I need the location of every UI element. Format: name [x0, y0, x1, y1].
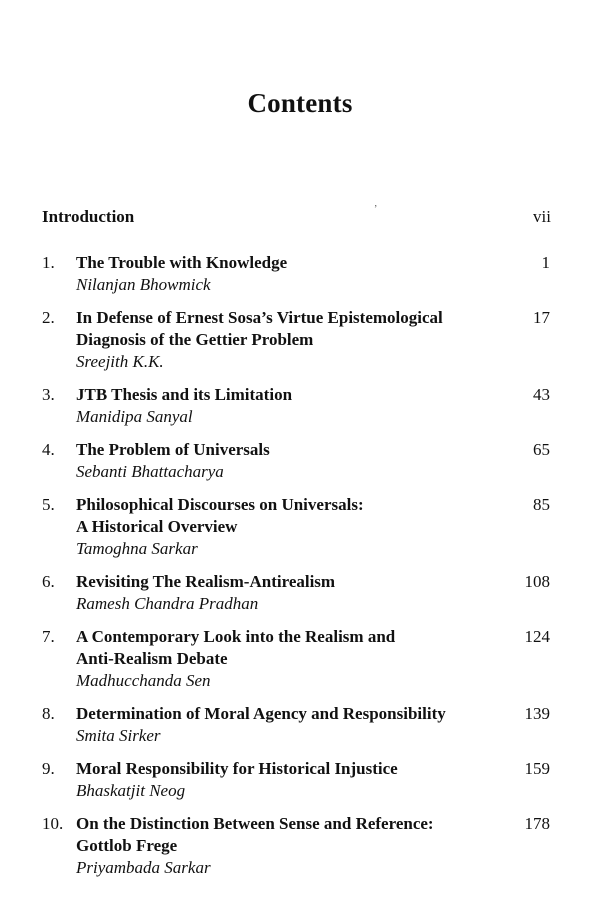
- entry-body: [76, 307, 490, 373]
- toc-entry: [42, 252, 554, 296]
- entry-number: 1.: [42, 253, 55, 272]
- entry-title: Revisiting The Realism-Antirealism: [76, 572, 336, 591]
- entry-number: 9.: [42, 759, 55, 778]
- entry-author: Madhucchanda Sen: [76, 671, 211, 690]
- entry-title: A Contemporary Look into the Realism and Anti-Realism Debate: [76, 627, 396, 668]
- entry-page-number: 124: [524, 627, 550, 646]
- entry-title: Determination of Moral Agency and Responsibility: [76, 704, 446, 723]
- entry-number: 5.: [42, 495, 55, 514]
- entry-page-number: 108: [524, 572, 550, 591]
- entry-body: [76, 703, 490, 747]
- entry-body: [76, 758, 490, 802]
- page-title: Contents: [247, 88, 353, 118]
- entry-title: Philosophical Discourses on Universals: A Historical Overview: [76, 495, 364, 536]
- entry-page-number: 43: [533, 385, 550, 404]
- entry-body: [76, 439, 490, 483]
- entry-page-number: 178: [524, 814, 550, 833]
- entry-page-number: 1: [541, 253, 550, 272]
- entry-title: Moral Responsibility for Historical Injustice: [76, 759, 398, 778]
- entry-author: Tamoghna Sarkar: [76, 539, 198, 558]
- entry-number: 7.: [42, 627, 55, 646]
- entry-author: Nilanjan Bhowmick: [76, 275, 211, 294]
- entry-body: [76, 494, 490, 560]
- introduction-label: Introduction: [42, 207, 135, 226]
- entry-title: JTB Thesis and its Limitation: [76, 385, 293, 404]
- entry-body: [76, 252, 490, 296]
- entry-title: The Trouble with Knowledge: [76, 253, 288, 272]
- entry-number: 2.: [42, 308, 55, 327]
- entry-page-number: 65: [533, 440, 550, 459]
- toc-entry: [42, 758, 554, 802]
- entry-number: 4.: [42, 440, 55, 459]
- entry-page-number: 139: [524, 704, 550, 723]
- toc-entry: [42, 626, 554, 692]
- entry-number: 10.: [42, 814, 64, 833]
- toc-entry: [42, 571, 554, 615]
- toc-entry: [42, 813, 554, 879]
- toc-list: [42, 252, 554, 890]
- entry-number: 6.: [42, 572, 55, 591]
- entry-body: [76, 571, 490, 615]
- toc-entry: [42, 384, 554, 428]
- introduction-page-number: vii: [533, 207, 551, 226]
- entry-body: [76, 626, 490, 692]
- entry-title: In Defense of Ernest Sosa’s Virtue Epistemological Diagnosis of the Gettier Problem: [76, 308, 443, 349]
- entry-author: Ramesh Chandra Pradhan: [76, 594, 259, 613]
- entry-title: On the Distinction Between Sense and Reference: Gottlob Frege: [76, 814, 434, 855]
- toc-introduction-row: [42, 204, 554, 231]
- toc-entry: [42, 439, 554, 483]
- entry-body: [76, 813, 490, 879]
- entry-title: The Problem of Universals: [76, 440, 270, 459]
- entry-number: 8.: [42, 704, 55, 723]
- entry-author: Smita Sirker: [76, 726, 161, 745]
- entry-author: Sreejith K.K.: [76, 352, 164, 371]
- entry-page-number: 85: [533, 495, 550, 514]
- entry-number: 3.: [42, 385, 55, 404]
- stray-mark: ʼ: [374, 204, 378, 215]
- entry-author: Sebanti Bhattacharya: [76, 462, 224, 481]
- entry-author: Bhaskatjit Neog: [76, 781, 186, 800]
- toc-entry: [42, 703, 554, 747]
- entry-page-number: 17: [533, 308, 550, 327]
- toc-entry: [42, 494, 554, 560]
- entry-page-number: 159: [524, 759, 550, 778]
- toc-entry: [42, 307, 554, 373]
- entry-author: Manidipa Sanyal: [76, 407, 193, 426]
- entry-body: [76, 384, 490, 428]
- entry-author: Priyambada Sarkar: [76, 858, 211, 877]
